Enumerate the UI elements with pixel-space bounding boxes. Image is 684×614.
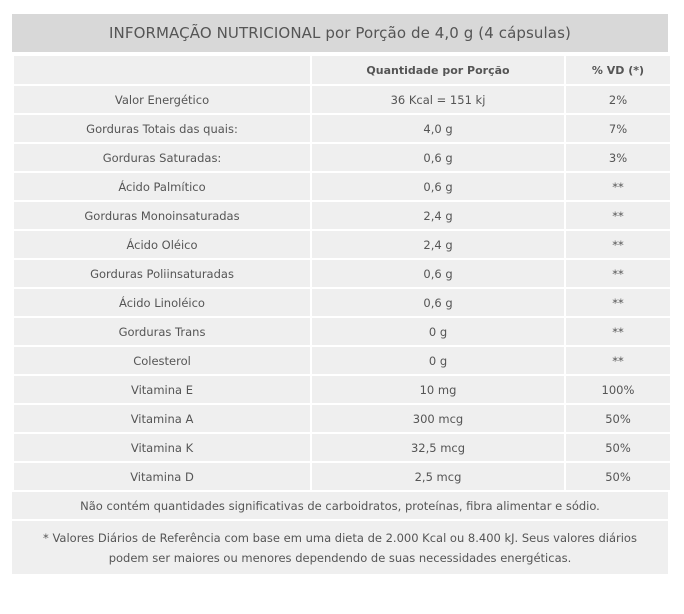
cell-nutrient: Ácido Oléico — [13, 230, 311, 259]
nutrition-facts-panel — [12, 14, 668, 574]
nutrition-table — [12, 54, 672, 492]
cell-nutrient: Vitamina A — [13, 404, 311, 433]
table-row — [13, 317, 671, 346]
table-row — [13, 201, 671, 230]
cell-nutrient: Ácido Linoléico — [13, 288, 311, 317]
cell-amount: 4,0 g — [311, 114, 565, 143]
cell-amount: 0,6 g — [311, 143, 565, 172]
table-row — [13, 462, 671, 491]
table-row — [13, 230, 671, 259]
cell-nutrient: Gorduras Trans — [13, 317, 311, 346]
table-row — [13, 346, 671, 375]
cell-dv: ** — [565, 346, 671, 375]
cell-nutrient: Colesterol — [13, 346, 311, 375]
cell-amount: 32,5 mcg — [311, 433, 565, 462]
table-row — [13, 143, 671, 172]
cell-dv: 50% — [565, 433, 671, 462]
cell-dv: 3% — [565, 143, 671, 172]
cell-amount: 0 g — [311, 346, 565, 375]
cell-dv: 100% — [565, 375, 671, 404]
table-title: INFORMAÇÃO NUTRICIONAL por Porção de 4,0 g (4 cápsulas) — [12, 14, 668, 54]
cell-amount: 2,4 g — [311, 201, 565, 230]
cell-dv: 50% — [565, 404, 671, 433]
table-row — [13, 404, 671, 433]
cell-amount: 0 g — [311, 317, 565, 346]
table-row — [13, 433, 671, 462]
table-row — [13, 259, 671, 288]
header-amount: Quantidade por Porção — [311, 55, 565, 85]
table-row — [13, 114, 671, 143]
table-row — [13, 172, 671, 201]
cell-amount: 2,5 mcg — [311, 462, 565, 491]
cell-dv: ** — [565, 259, 671, 288]
cell-nutrient: Valor Energético — [13, 85, 311, 114]
cell-amount: 0,6 g — [311, 172, 565, 201]
cell-amount: 36 Kcal = 151 kj — [311, 85, 565, 114]
footnote: * Valores Diários de Referência com base em uma dieta de 2.000 Kcal ou 8.400 kJ. Seus valores diários podem ser maiores ou menores dependendo de suas necessidades energéticas. — [12, 521, 668, 574]
cell-dv: ** — [565, 230, 671, 259]
cell-nutrient: Vitamina D — [13, 462, 311, 491]
cell-nutrient: Gorduras Totais das quais: — [13, 114, 311, 143]
header-nutrient — [13, 55, 311, 85]
cell-amount: 300 mcg — [311, 404, 565, 433]
nutrition-table-body — [13, 55, 671, 491]
table-row — [13, 85, 671, 114]
cell-dv: 50% — [565, 462, 671, 491]
cell-dv: 7% — [565, 114, 671, 143]
cell-nutrient: Gorduras Monoinsaturadas — [13, 201, 311, 230]
header-dv: % VD (*) — [565, 55, 671, 85]
cell-amount: 0,6 g — [311, 259, 565, 288]
cell-nutrient: Vitamina K — [13, 433, 311, 462]
cell-dv: ** — [565, 317, 671, 346]
table-header-row — [13, 55, 671, 85]
cell-nutrient: Gorduras Poliinsaturadas — [13, 259, 311, 288]
cell-nutrient: Ácido Palmítico — [13, 172, 311, 201]
cell-dv: ** — [565, 172, 671, 201]
cell-amount: 10 mg — [311, 375, 565, 404]
nutrition-note: Não contém quantidades significativas de carboidratos, proteínas, fibra alimentar e sódio. — [12, 492, 668, 521]
cell-dv: ** — [565, 201, 671, 230]
cell-dv: ** — [565, 288, 671, 317]
table-row — [13, 375, 671, 404]
cell-amount: 0,6 g — [311, 288, 565, 317]
cell-dv: 2% — [565, 85, 671, 114]
table-row — [13, 288, 671, 317]
cell-amount: 2,4 g — [311, 230, 565, 259]
cell-nutrient: Gorduras Saturadas: — [13, 143, 311, 172]
cell-nutrient: Vitamina E — [13, 375, 311, 404]
